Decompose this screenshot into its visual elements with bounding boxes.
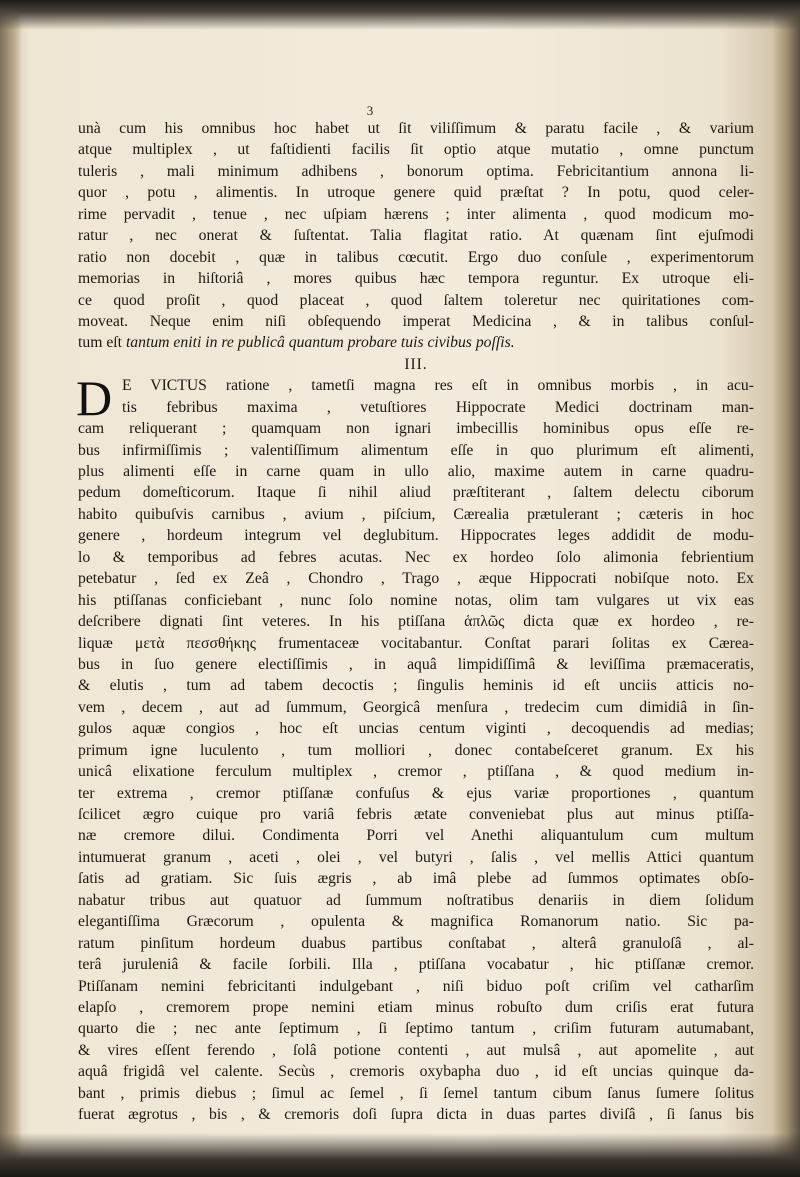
paragraph-two <box>76 370 754 1125</box>
text-line: næ cremore dilui. Condimenta Porri vel Anethi aliquantulum cum multum <box>78 827 754 845</box>
text-line: elegantiſſima Græcorum , opulenta & magnifica Romanorum natio. Sic pa- <box>78 913 754 931</box>
text-line: moveat. Neque enim niſi obſequendo imperat Medicina , & in talibus conſul- <box>78 312 754 330</box>
text-line: plus alimenti eſſe in carne quam in ullo alio, maxime autem in carne quadru- <box>78 463 754 480</box>
text-line: & vires eſſent ferendo , ſolâ potione contenti , aut mulsâ , aut apomelite , aut <box>78 1041 754 1059</box>
text-line: rime pervadit , tenue , nec uſpiam hærens ; inter alimenta , quod modicum mo- <box>78 205 754 223</box>
text-line: bus in ſuo genere electiſſimis , in aquâ limpidiſſimâ & leviſſima præmaceratis, <box>78 655 754 673</box>
text-line: lo & temporibus ad febres acutas. Nec ex hordeo ſolo alimonia febrientium <box>78 548 754 566</box>
closing-quote: tantum eniti in re publicâ quantum probare tuis civibus poſſis. <box>125 334 515 352</box>
text-line: habito quibuſvis carnibus , avium , piſcium, Cærealia prætulerant ; cæteris in hoc <box>78 505 754 523</box>
text-line: aquâ frigidâ vel calente. Secùs , cremoris oxybapha duo , id eſt uncias quinque da- <box>78 1063 754 1081</box>
text-block <box>78 100 754 1126</box>
text-line: unicâ elixatione ferculum multiplex , cremor , ptiſſana , & quod medium in- <box>78 763 754 781</box>
text-line: genere , hordeum integrum vel deglubitum. Hippocrates leges addidit de modu- <box>78 527 754 545</box>
text-line: ratum pinſitum hordeum duabus partibus conſtabat , alterâ granuloſâ , al- <box>78 934 754 952</box>
text-line: his ptiſſanas conficiebant , nunc ſolo nomine notas, olim tam vulgares ut vix eas <box>78 591 754 609</box>
text-line: unà cum his omnibus hoc habet ut ſit viliſſimum & paratu facile , & varium <box>78 120 754 137</box>
text-line: bus infirmiſſimis ; valentiſſimum alimentum eſſe in quo plurimum eſt alimenti, <box>78 441 754 459</box>
drop-cap: D <box>76 370 113 427</box>
text-line: gulos aquæ congios , hoc eſt uncias centum viginti , decoquendis ad medias; <box>78 720 754 738</box>
text-line: quarto die ; nec ante ſeptimum , ſi ſeptimo tantum , criſim futuram autumabant, <box>78 1020 754 1038</box>
text-line: ſcilicet ægro cuique pro variâ febris ætate conveniebat plus aut minus ptiſſa- <box>78 806 754 823</box>
text-line-closing <box>78 332 754 353</box>
top-shadow <box>0 0 800 30</box>
closing-prefix: tum eſt <box>78 334 126 352</box>
text-line: pedum domeſticorum. Itaque ſi nihil aliud præſtiterant , ſaltem delectu ciborum <box>78 484 754 502</box>
text-line: terâ juruleniâ & facile ſorbili. Illa , ptiſſana vocabatur , hic ptiſſanæ cremor. <box>78 956 754 974</box>
text-line: tuleris , mali minimum adhibens , bonorum optima. Febricitantium annona li- <box>78 162 754 180</box>
page-gutter-shadow <box>0 0 22 1177</box>
text-line: memorias in hiſtoriâ , mores quibus hæc tempora reguntur. Ex utroque eli- <box>78 270 754 288</box>
text-line: ce quod proſit , quod placeat , quod ſaltem toleretur nec quiritationes com- <box>78 291 754 309</box>
text-line: bant , primis diebus ; ſimul ac ſemel , ſi ſemel tantum cibum ſanus ſumere ſolitus <box>78 1084 754 1102</box>
text-line: primum igne luculento , tum molliori , donec contabeſceret granum. Ex his <box>78 741 754 759</box>
text-line: ratio non docebit , quæ in talibus cœcutit. Ergo duo conſule , experimentorum <box>78 248 754 266</box>
text-line: ratur , nec onerat & ſuſtentat. Talia flagitat ratio. At quænam ſint ejuſmodi <box>78 227 754 245</box>
page-number: 3 <box>366 103 374 118</box>
text-line: petebatur , ſed ex Zeâ , Chondro , Trago , æque Hippocrati nobiſque noto. Ex <box>78 570 754 588</box>
text-line: & elutis , tum ad tabem decoctis ; ſingulis heminis id eſt unciis atticis no- <box>78 677 754 695</box>
text-line: ter extrema , cremor ptiſſanæ confuſus & ejus variæ proportiones , quantum <box>78 784 754 802</box>
text-line: vem , decem , aut ad ſummum, Georgicâ menſura , tredecim cum dimidiâ in ſin- <box>78 698 754 716</box>
paragraph-one <box>78 118 754 354</box>
text-line: cam reliquerant ; quamquam non ignari imbecillis hominibus opus eſſe re- <box>78 420 754 438</box>
text-line: fuerat ægrotus , bis , & cremoris doſi ſupra dicta in duas partes diviſâ , ſi ſanus bis <box>78 1106 754 1124</box>
text-line: ſatis ad gratiam. Sic ſuis ægris , ab imâ plebe ad ſummos optimates obſo- <box>78 870 754 888</box>
text-line: quor , potu , alimentis. In utroque genere quid præſtat ? In potu, quod celer- <box>78 184 754 202</box>
text-line: tis febribus maxima , vetuſtiores Hippocrate Medici doctrinam man- <box>122 398 754 416</box>
section-heading: III. <box>404 355 428 373</box>
text-line: liquæ μετὰ πεσσθήκης frumentaceæ vocitabantur. Conſtat parari ſolitas ex Cærea- <box>78 634 754 652</box>
page-edge-shadow <box>772 0 800 1177</box>
text-line: atque multiplex , ut faſtidienti facilis ſit optio atque mutatio , omne punctum <box>78 141 754 159</box>
bottom-shadow <box>0 1133 800 1177</box>
text-line: intumuerat granum , aceti , olei , vel butyri , ſalis , vel mellis Attici quantum <box>78 848 754 866</box>
text-line: E VICTUS ratione , tametſi magna res eſt in omnibus morbis , in acu- <box>122 377 754 395</box>
text-line: Ptiſſanam nemini febricitanti indulgebant , niſi biduo poſt criſim vel catharſim <box>78 977 754 995</box>
text-line: elapſo , cremorem prope nemini etiam minus robuſto dum criſis erat futura <box>78 998 754 1016</box>
text-line: deſcribere dignati ſint veteres. In his ptiſſana ἁπλῶς dicta quæ ex hordeo , re- <box>78 613 754 631</box>
text-line: nabatur tribus aut quatuor ad ſummum noſtratibus denariis in diem ſolidum <box>78 891 754 909</box>
